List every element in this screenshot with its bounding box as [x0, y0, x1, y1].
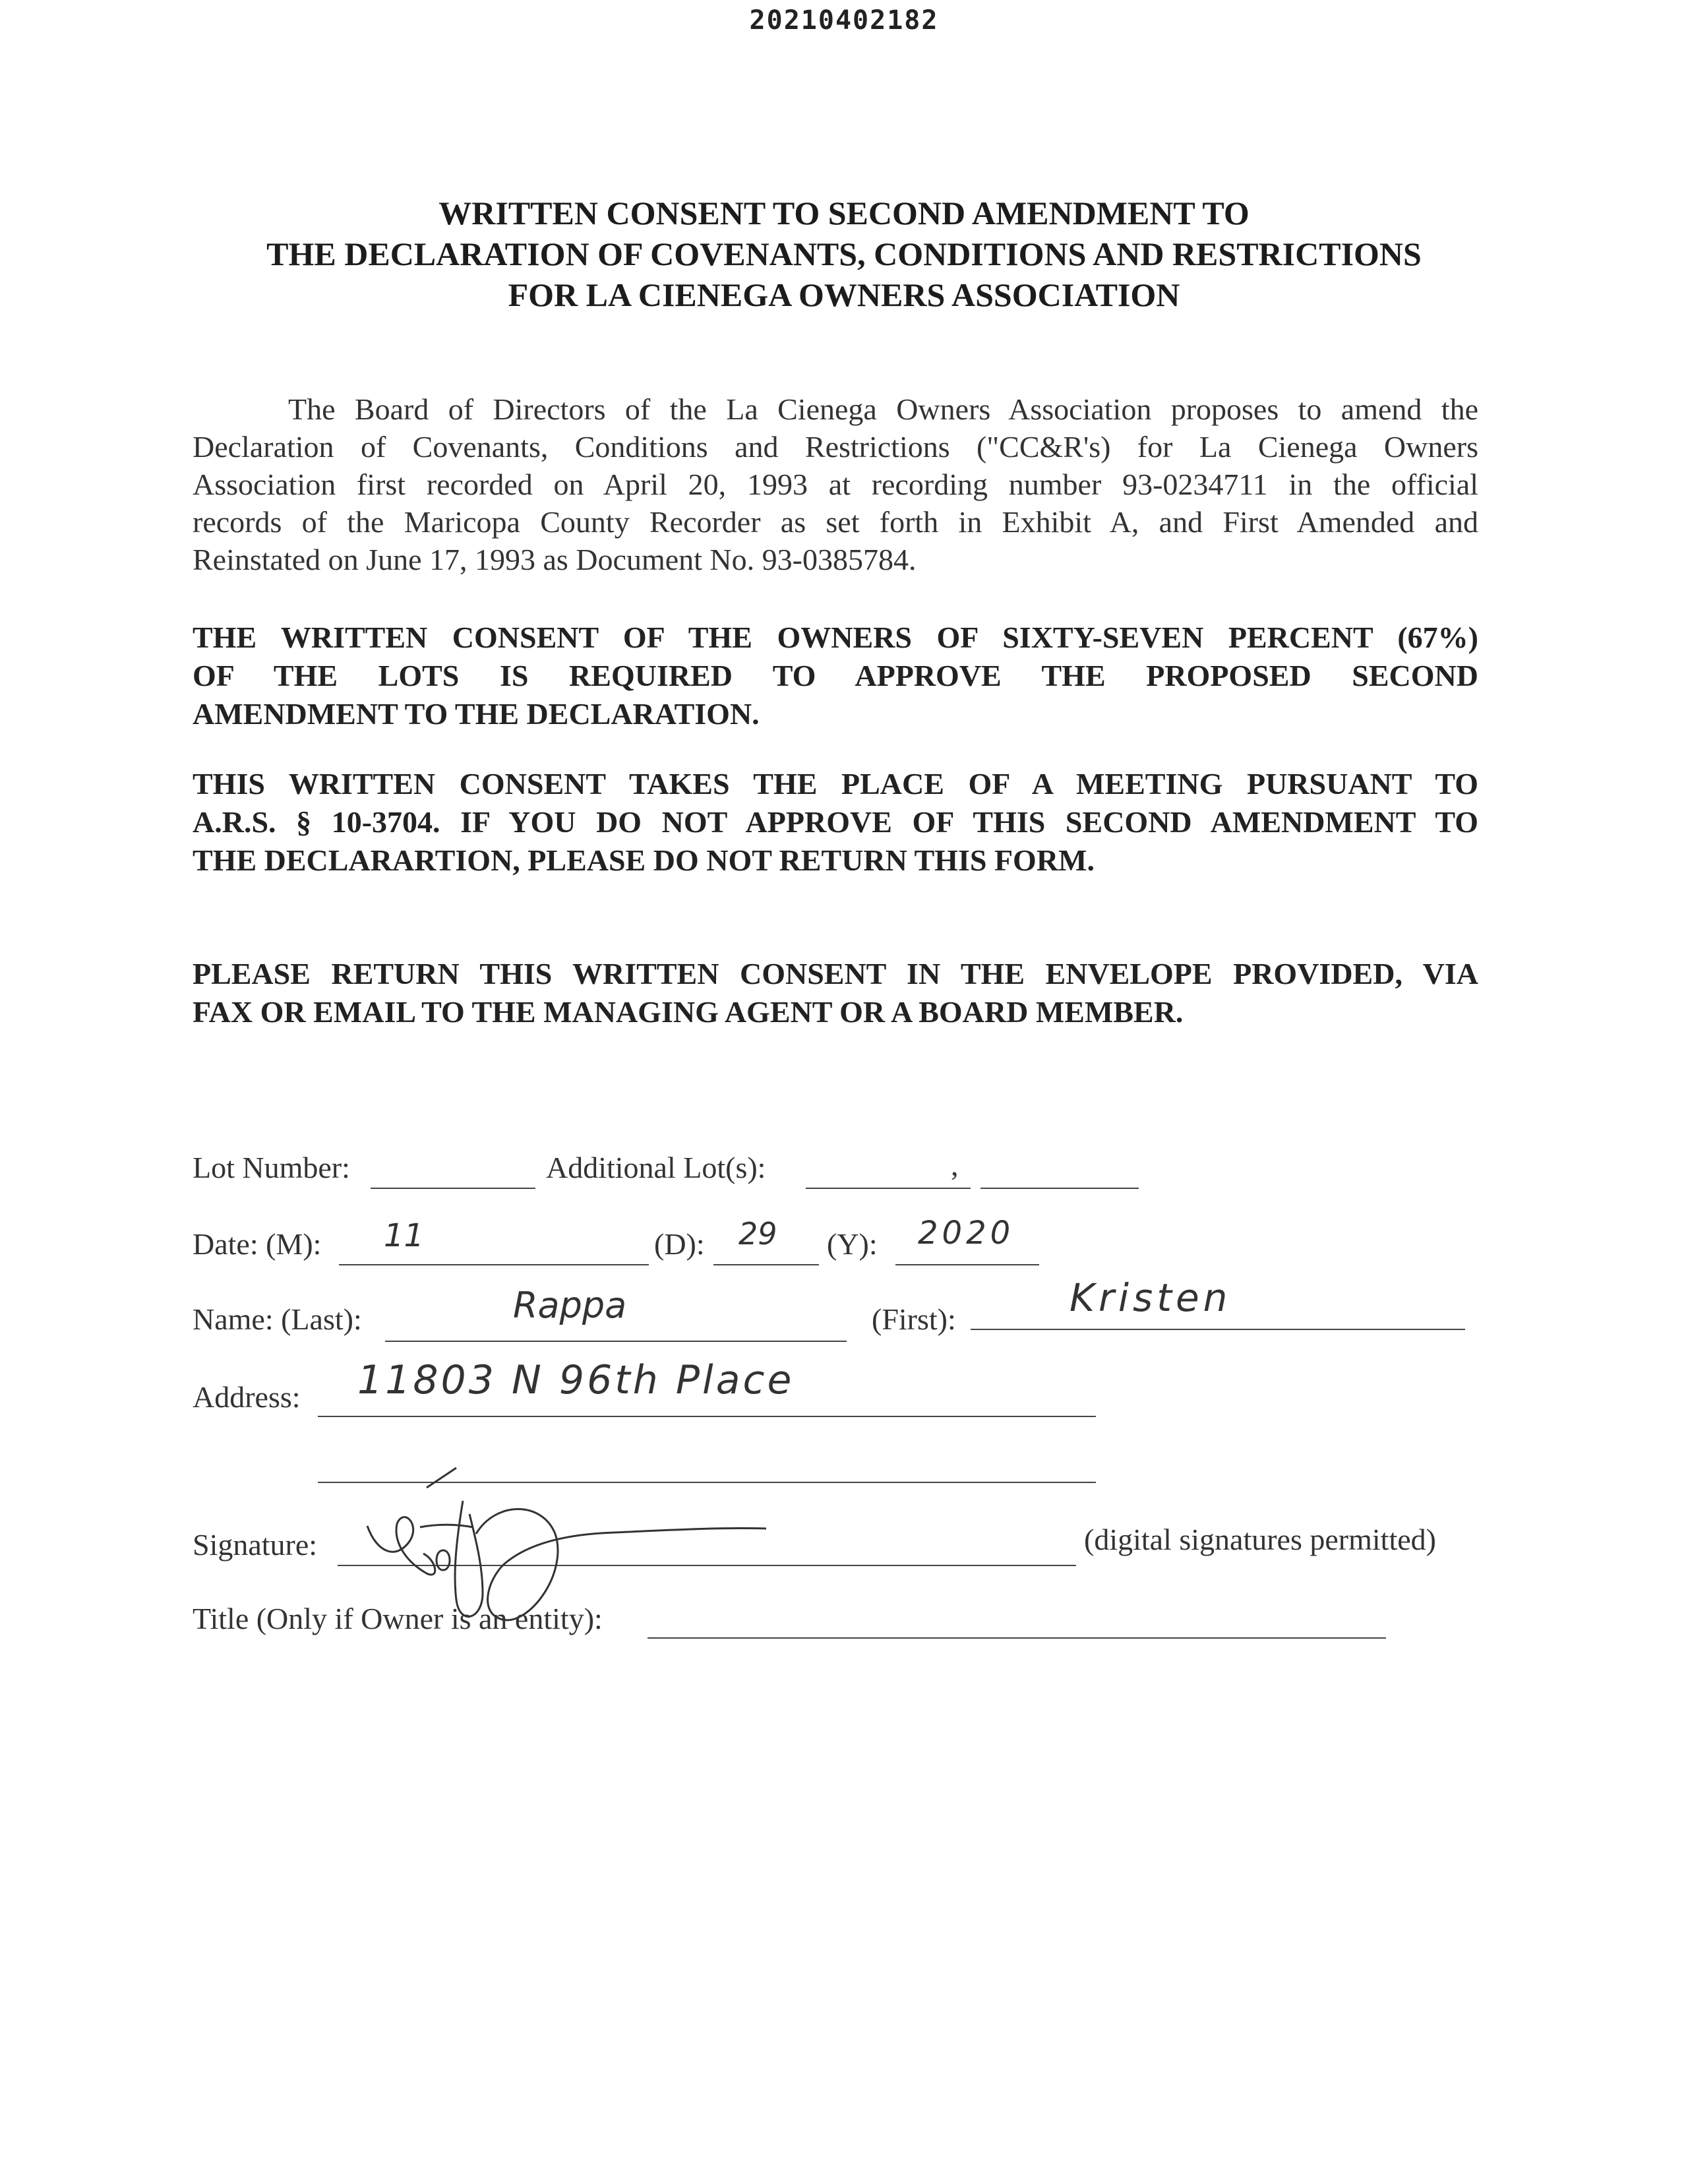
consent-requirement-line: THE WRITTEN CONSENT OF THE OWNERS OF SIXTY-SEVEN PERCENT (67%)	[193, 621, 1478, 654]
consent-requirement-paragraph	[193, 619, 1478, 733]
signature-row	[193, 1523, 1498, 1600]
meeting-notice-paragraph	[193, 765, 1478, 880]
intro-line: Reinstated on June 17, 1993 as Document No. 93-0385784.	[193, 543, 917, 576]
additional-lots-label: Additional Lot(s):	[546, 1151, 766, 1184]
lot-number-row	[193, 1150, 1182, 1196]
intro-line: Declaration of Covenants, Conditions and Restrictions ("CC&R's) for La Cienega Owners	[193, 430, 1478, 464]
name-first-value: Kristen	[1070, 1275, 1232, 1320]
title-field[interactable]	[648, 1637, 1386, 1639]
consent-requirement-line: OF THE LOTS IS REQUIRED TO APPROVE THE PROPOSED SECOND	[193, 659, 1478, 692]
intro-paragraph	[193, 390, 1478, 578]
date-month-label: Date: (M):	[193, 1227, 322, 1261]
return-instructions-line: PLEASE RETURN THIS WRITTEN CONSENT IN THE ENVELOPE PROVIDED, VIA	[193, 957, 1478, 990]
date-day-value: 29	[738, 1216, 777, 1252]
date-month-field[interactable]	[339, 1263, 649, 1265]
date-year-value: 2020	[918, 1215, 1015, 1252]
return-instructions-line: FAX OR EMAIL TO THE MANAGING AGENT OR A BOARD MEMBER.	[193, 995, 1184, 1029]
date-day-field[interactable]	[713, 1263, 819, 1265]
meeting-notice-line: THIS WRITTEN CONSENT TAKES THE PLACE OF A MEETING PURSUANT TO	[193, 767, 1478, 801]
name-last-value: Rappa	[513, 1285, 627, 1326]
name-last-label: Name: (Last):	[193, 1302, 362, 1336]
name-first-field[interactable]	[971, 1328, 1465, 1330]
date-day-label: (D):	[654, 1227, 705, 1261]
title-line-2: THE DECLARATION OF COVENANTS, CONDITIONS AND RESTRICTIONS	[266, 235, 1422, 272]
name-last-field[interactable]	[385, 1340, 847, 1342]
intro-line: records of the Maricopa County Recorder as set forth in Exhibit A, and First Amended and	[193, 505, 1478, 539]
additional-lot-field-1[interactable]	[806, 1187, 971, 1189]
meeting-notice-line: THE DECLARARTION, PLEASE DO NOT RETURN THIS FORM.	[193, 843, 1095, 877]
intro-line: Association first recorded on April 20, 1993 at recording number 93-0234711 in the official	[193, 468, 1478, 501]
date-row	[193, 1215, 1116, 1273]
date-year-field[interactable]	[895, 1263, 1039, 1265]
title-line-3: FOR LA CIENEGA OWNERS ASSOCIATION	[508, 276, 1180, 313]
name-row	[193, 1275, 1498, 1354]
meeting-notice-line: A.R.S. § 10-3704. IF YOU DO NOT APPROVE OF THIS SECOND AMENDMENT TO	[193, 805, 1478, 839]
date-year-label: (Y):	[827, 1227, 878, 1261]
document-title	[132, 193, 1556, 315]
address-field-line-1[interactable]	[318, 1415, 1096, 1417]
lot-number-field[interactable]	[371, 1187, 535, 1189]
title-line-1: WRITTEN CONSENT TO SECOND AMENDMENT TO	[438, 195, 1250, 231]
additional-lot-field-2[interactable]	[980, 1187, 1139, 1189]
additional-lots-separator: ,	[951, 1148, 959, 1182]
signature-label: Signature:	[193, 1528, 318, 1562]
consent-requirement-line: AMENDMENT TO THE DECLARATION.	[193, 697, 760, 731]
intro-line: The Board of Directors of the La Cienega Owners Association proposes to amend the	[288, 392, 1478, 426]
signature-note: (digital signatures permitted)	[1084, 1523, 1436, 1556]
title-row	[193, 1601, 1445, 1647]
title-label: Title (Only if Owner is an entity):	[193, 1602, 603, 1635]
date-month-value: 11	[384, 1217, 425, 1254]
name-first-label: (First):	[872, 1302, 956, 1336]
return-instructions-paragraph	[193, 955, 1478, 1031]
address-label: Address:	[193, 1380, 301, 1414]
document-number: 20210402182	[749, 5, 939, 36]
address-value: 11803 N 96th Place	[357, 1357, 795, 1403]
lot-number-label: Lot Number:	[193, 1151, 350, 1184]
